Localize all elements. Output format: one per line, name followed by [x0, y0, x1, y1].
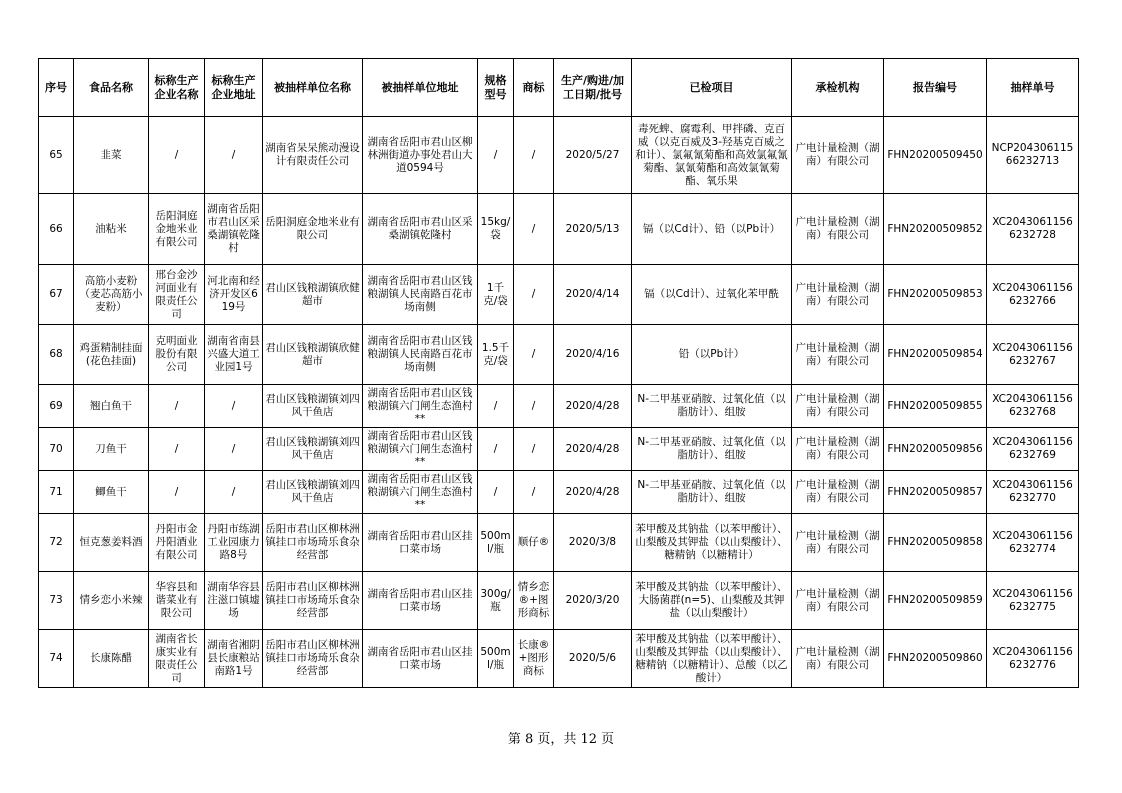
header-cell: 生产/购进/加工日期/批号 [554, 59, 632, 117]
table-cell: 镉（以Cd计）、过氧化苯甲酰 [632, 265, 792, 325]
table-cell: 广电计量检测（湖南）有限公司 [792, 428, 884, 471]
table-cell: / [478, 428, 514, 471]
sampling-results-table [38, 58, 1079, 688]
table-cell: FHN20200509856 [884, 428, 987, 471]
table-cell: 湖南省湘阴县长康粮站南路1号 [205, 630, 263, 688]
table-cell: 2020/5/13 [554, 194, 632, 265]
table-cell: / [205, 471, 263, 514]
table-cell: 刀鱼干 [74, 428, 149, 471]
header-cell: 序号 [39, 59, 74, 117]
table-cell: XC20430611566232776 [987, 630, 1079, 688]
table-cell: 67 [39, 265, 74, 325]
table-row [39, 117, 1079, 194]
table-cell: 君山区钱粮湖镇刘四风干鱼店 [263, 385, 363, 428]
table-row [39, 471, 1079, 514]
table-cell: 广电计量检测（湖南）有限公司 [792, 572, 884, 630]
table-cell: 岳阳洞庭金地米业有限公司 [263, 194, 363, 265]
table-cell: 鸡蛋精制挂面(花色挂面) [74, 325, 149, 385]
header-cell: 被抽样单位名称 [263, 59, 363, 117]
table-cell: 2020/4/28 [554, 428, 632, 471]
header-cell: 报告编号 [884, 59, 987, 117]
table-cell: 2020/5/6 [554, 630, 632, 688]
table-cell: / [514, 265, 554, 325]
table-cell: 湖南省呆呆熊动漫设计有限责任公司 [263, 117, 363, 194]
table-cell: 500ml/瓶 [478, 514, 514, 572]
table-cell: 广电计量检测（湖南）有限公司 [792, 471, 884, 514]
table-cell: 鲫鱼干 [74, 471, 149, 514]
table-cell: 广电计量检测（湖南）有限公司 [792, 325, 884, 385]
header-row [39, 59, 1079, 117]
table-cell: / [514, 385, 554, 428]
table-cell: 广电计量检测（湖南）有限公司 [792, 385, 884, 428]
table-cell: 湖南省岳阳市君山区采桑湖镇乾隆村 [205, 194, 263, 265]
table-cell: / [478, 471, 514, 514]
table-cell: / [205, 117, 263, 194]
table-cell: / [205, 428, 263, 471]
table-cell: 71 [39, 471, 74, 514]
table-cell: 湖南华容县注滋口镇墟场 [205, 572, 263, 630]
table-cell: 华容县和谐菜业有限公司 [149, 572, 205, 630]
table-cell: 65 [39, 117, 74, 194]
table-cell: 2020/4/14 [554, 265, 632, 325]
table-cell: 湖南省岳阳市君山区钱粮湖镇人民南路百花市场南侧 [363, 325, 478, 385]
table-cell: 广电计量检测（湖南）有限公司 [792, 630, 884, 688]
table-row [39, 194, 1079, 265]
table-cell: FHN20200509450 [884, 117, 987, 194]
table-cell: 丹阳市练湖工业园康力路8号 [205, 514, 263, 572]
table-cell: 毒死蜱、腐霉利、甲拌磷、克百威（以克百威及3-羟基克百威之和计）、氯氟氰菊酯和高效氯氟氰菊酯、氯氰菊酯和高效氯氰菊酯、氧乐果 [632, 117, 792, 194]
table-cell: XC20430611566232728 [987, 194, 1079, 265]
table-cell: 2020/4/16 [554, 325, 632, 385]
table-cell: 高筋小麦粉（麦芯高筋小麦粉） [74, 265, 149, 325]
header-cell: 标称生产企业名称 [149, 59, 205, 117]
table-cell: 岳阳市君山区柳林洲镇挂口市场琦乐食杂经营部 [263, 514, 363, 572]
table-row [39, 265, 1079, 325]
table-cell: / [149, 471, 205, 514]
table-cell: 湖南省南县兴盛大道工业园1号 [205, 325, 263, 385]
table-cell: / [514, 471, 554, 514]
table-cell: XC20430611566232768 [987, 385, 1079, 428]
table-cell: 翘白鱼干 [74, 385, 149, 428]
table-row [39, 630, 1079, 688]
table-cell: 74 [39, 630, 74, 688]
header-cell: 商标 [514, 59, 554, 117]
table-cell: 2020/3/8 [554, 514, 632, 572]
table-cell: 恒克葱姜料酒 [74, 514, 149, 572]
table-cell: 66 [39, 194, 74, 265]
table-cell: 1.5千克/袋 [478, 325, 514, 385]
table-cell: NCP20430611566232713 [987, 117, 1079, 194]
table-cell: 广电计量检测（湖南）有限公司 [792, 514, 884, 572]
table-cell: N-二甲基亚硝胺、过氧化值（以脂肪计）、组胺 [632, 385, 792, 428]
table-cell: 2020/4/28 [554, 471, 632, 514]
table-cell: FHN20200509852 [884, 194, 987, 265]
table-cell: 广电计量检测（湖南）有限公司 [792, 194, 884, 265]
table-cell: 克明面业股份有限公司 [149, 325, 205, 385]
table-cell: XC20430611566232769 [987, 428, 1079, 471]
table-cell: 苯甲酸及其钠盐（以苯甲酸计）、大肠菌群(n=5)、山梨酸及其钾盐（以山梨酸计） [632, 572, 792, 630]
header-cell: 被抽样单位地址 [363, 59, 478, 117]
header-cell: 承检机构 [792, 59, 884, 117]
table-cell: 69 [39, 385, 74, 428]
table-cell: / [514, 117, 554, 194]
table-cell: XC20430611566232767 [987, 325, 1079, 385]
table-cell: FHN20200509860 [884, 630, 987, 688]
table-cell: FHN20200509853 [884, 265, 987, 325]
table-cell: / [514, 194, 554, 265]
table-cell: 岳阳市君山区柳林洲镇挂口市场琦乐食杂经营部 [263, 572, 363, 630]
table-cell: / [149, 117, 205, 194]
table-cell: 湖南省岳阳市君山区钱粮湖镇六门闸生态渔村** [363, 428, 478, 471]
table-cell: 72 [39, 514, 74, 572]
table-cell: 2020/4/28 [554, 385, 632, 428]
table-cell: 湖南省岳阳市君山区钱粮湖镇六门闸生态渔村** [363, 471, 478, 514]
table-cell: N-二甲基亚硝胺、过氧化值（以脂肪计）、组胺 [632, 471, 792, 514]
table-cell: 镉（以Cd计）、铅（以Pb计） [632, 194, 792, 265]
table-cell: XC20430611566232774 [987, 514, 1079, 572]
table-cell: 70 [39, 428, 74, 471]
table-cell: XC20430611566232775 [987, 572, 1079, 630]
table-cell: 长康陈醋 [74, 630, 149, 688]
table-cell: 湖南省岳阳市君山区挂口菜市场 [363, 630, 478, 688]
table-cell: 君山区钱粮湖镇刘四风干鱼店 [263, 471, 363, 514]
table-cell: / [149, 428, 205, 471]
table-cell: / [478, 117, 514, 194]
table-cell: 情乡恋小米辣 [74, 572, 149, 630]
table-cell: 邢台金沙河面业有限责任公司 [149, 265, 205, 325]
table-row [39, 385, 1079, 428]
table-cell: FHN20200509857 [884, 471, 987, 514]
table-cell: FHN20200509855 [884, 385, 987, 428]
table-cell: 湖南省岳阳市君山区钱粮湖镇六门闸生态渔村** [363, 385, 478, 428]
table-cell: 韭菜 [74, 117, 149, 194]
table-row [39, 514, 1079, 572]
table-cell: 岳阳洞庭金地米业有限公司 [149, 194, 205, 265]
table-cell: / [149, 385, 205, 428]
table-cell: XC20430611566232770 [987, 471, 1079, 514]
table-row [39, 325, 1079, 385]
table-cell: 15kg/袋 [478, 194, 514, 265]
table-cell: 君山区钱粮湖镇欣健超市 [263, 325, 363, 385]
table-cell: 73 [39, 572, 74, 630]
table-cell: FHN20200509854 [884, 325, 987, 385]
table-cell: 湖南省长康实业有限责任公司 [149, 630, 205, 688]
table-cell: 苯甲酸及其钠盐（以苯甲酸计）、山梨酸及其钾盐（以山梨酸计）、糖精钠（以糖精计） [632, 514, 792, 572]
table-cell: 君山区钱粮湖镇刘四风干鱼店 [263, 428, 363, 471]
table-cell: 铅（以Pb计） [632, 325, 792, 385]
table-cell: 丹阳市金丹阳酒业有限公司 [149, 514, 205, 572]
table-cell: 2020/5/27 [554, 117, 632, 194]
table-cell: 情乡恋®+图形商标 [514, 572, 554, 630]
table-cell: / [478, 385, 514, 428]
table-cell: 苯甲酸及其钠盐（以苯甲酸计）、山梨酸及其钾盐（以山梨酸计）、糖精钠（以糖精计）、总酸（以乙酸计） [632, 630, 792, 688]
table-row [39, 572, 1079, 630]
page-footer: 第 8 页，共 12 页 [507, 732, 615, 747]
table-cell: XC20430611566232766 [987, 265, 1079, 325]
header-cell: 已检项目 [632, 59, 792, 117]
table-cell: 油粘米 [74, 194, 149, 265]
table-cell: / [205, 385, 263, 428]
table-cell: 2020/3/20 [554, 572, 632, 630]
table-cell: / [514, 325, 554, 385]
table-cell: 湖南省岳阳市君山区柳林洲街道办事处君山大道0594号 [363, 117, 478, 194]
table-cell: 1千克/袋 [478, 265, 514, 325]
table-cell: 湖南省岳阳市君山区采桑湖镇乾隆村 [363, 194, 478, 265]
table-cell: FHN20200509858 [884, 514, 987, 572]
table-cell: FHN20200509859 [884, 572, 987, 630]
table-cell: / [514, 428, 554, 471]
table-cell: 68 [39, 325, 74, 385]
table-cell: 湖南省岳阳市君山区挂口菜市场 [363, 514, 478, 572]
table-cell: 君山区钱粮湖镇欣健超市 [263, 265, 363, 325]
table-cell: 广电计量检测（湖南）有限公司 [792, 265, 884, 325]
header-cell: 规格型号 [478, 59, 514, 117]
table-cell: 湖南省岳阳市君山区挂口菜市场 [363, 572, 478, 630]
table-cell: 500ml/瓶 [478, 630, 514, 688]
table-cell: 300g/瓶 [478, 572, 514, 630]
table-cell: 广电计量检测（湖南）有限公司 [792, 117, 884, 194]
table-row [39, 428, 1079, 471]
table-cell: 长康®+图形商标 [514, 630, 554, 688]
table-cell: 河北南和经济开发区619号 [205, 265, 263, 325]
table-cell: 顺仔® [514, 514, 554, 572]
table-cell: 湖南省岳阳市君山区钱粮湖镇人民南路百花市场南侧 [363, 265, 478, 325]
table-cell: N-二甲基亚硝胺、过氧化值（以脂肪计）、组胺 [632, 428, 792, 471]
header-cell: 抽样单号 [987, 59, 1079, 117]
header-cell: 食品名称 [74, 59, 149, 117]
table-cell: 岳阳市君山区柳林洲镇挂口市场琦乐食杂经营部 [263, 630, 363, 688]
header-cell: 标称生产企业地址 [205, 59, 263, 117]
